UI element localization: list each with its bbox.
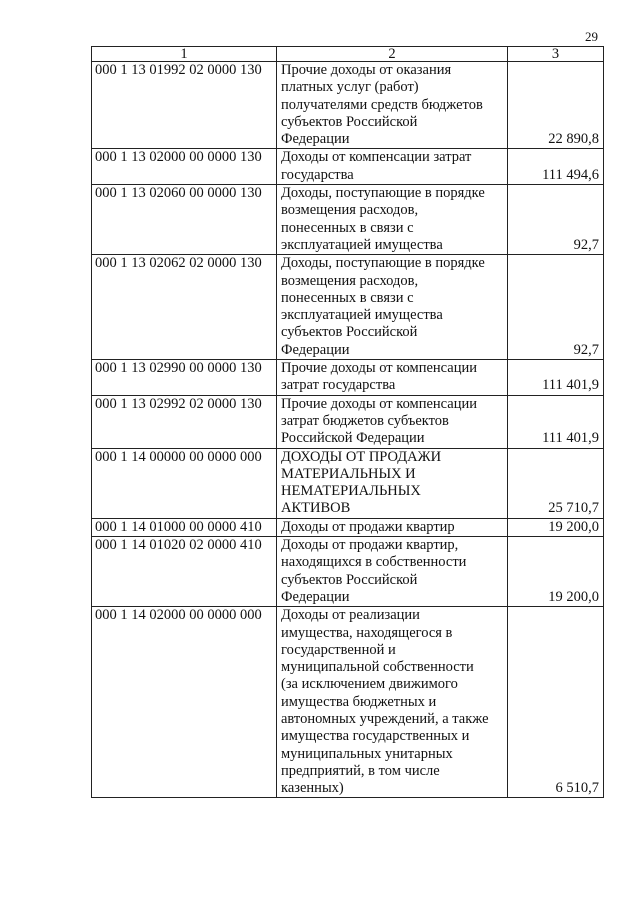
row-name: Доходы, поступающие в порядке возмещения расходов, понесенных в связи с эксплуатацией имущества субъектов Российской Федерации — [277, 255, 508, 360]
row-code: 000 1 13 01992 02 0000 130 — [92, 62, 277, 149]
row-code: 000 1 13 02992 02 0000 130 — [92, 395, 277, 448]
row-amount: 25 710,7 — [508, 448, 604, 518]
row-name: Доходы, поступающие в порядке возмещения расходов, понесенных в связи с эксплуатацией имущества — [277, 185, 508, 255]
table-row — [92, 607, 604, 798]
table-row — [92, 360, 604, 396]
row-name: Доходы от реализации имущества, находящегося в государственной и муниципальной собственности (за исключением движимого имущества бюджетных и автономных учреждений, а также имущества государственных и муниципальных унитарных предприятий, в том числе казенных) — [277, 607, 508, 798]
row-name: Доходы от продажи квартир — [277, 518, 508, 536]
row-name: Прочие доходы от компенсации затрат бюджетов субъектов Российской Федерации — [277, 395, 508, 448]
table-row — [92, 185, 604, 255]
revenue-table — [91, 46, 604, 798]
row-name: Прочие доходы от оказания платных услуг (работ) получателями средств бюджетов субъектов Российской Федерации — [277, 62, 508, 149]
row-amount: 111 494,6 — [508, 149, 604, 185]
row-code: 000 1 13 02990 00 0000 130 — [92, 360, 277, 396]
table-row — [92, 448, 604, 518]
table-row — [92, 149, 604, 185]
table-row — [92, 518, 604, 536]
row-code: 000 1 13 02060 00 0000 130 — [92, 185, 277, 255]
row-name: Доходы от компенсации затрат государства — [277, 149, 508, 185]
table-row — [92, 255, 604, 360]
row-code: 000 1 14 02000 00 0000 000 — [92, 607, 277, 798]
table-row — [92, 395, 604, 448]
row-amount: 19 200,0 — [508, 537, 604, 607]
row-code: 000 1 14 01000 00 0000 410 — [92, 518, 277, 536]
row-name: Доходы от продажи квартир, находящихся в собственности субъектов Российской Федерации — [277, 537, 508, 607]
row-amount: 92,7 — [508, 255, 604, 360]
row-amount: 19 200,0 — [508, 518, 604, 536]
column-header-amount: 3 — [508, 47, 604, 62]
column-header-name: 2 — [277, 47, 508, 62]
row-amount: 92,7 — [508, 185, 604, 255]
page-number: 29 — [585, 29, 598, 44]
row-name: Прочие доходы от компенсации затрат государства — [277, 360, 508, 396]
table-header-row — [92, 47, 604, 62]
row-code: 000 1 13 02000 00 0000 130 — [92, 149, 277, 185]
table-row — [92, 62, 604, 149]
table-row — [92, 537, 604, 607]
row-code: 000 1 13 02062 02 0000 130 — [92, 255, 277, 360]
row-code: 000 1 14 01020 02 0000 410 — [92, 537, 277, 607]
row-amount: 111 401,9 — [508, 395, 604, 448]
row-amount: 6 510,7 — [508, 607, 604, 798]
row-amount: 111 401,9 — [508, 360, 604, 396]
column-header-code: 1 — [92, 47, 277, 62]
row-name: ДОХОДЫ ОТ ПРОДАЖИ МАТЕРИАЛЬНЫХ И НЕМАТЕРИАЛЬНЫХ АКТИВОВ — [277, 448, 508, 518]
row-code: 000 1 14 00000 00 0000 000 — [92, 448, 277, 518]
row-amount: 22 890,8 — [508, 62, 604, 149]
